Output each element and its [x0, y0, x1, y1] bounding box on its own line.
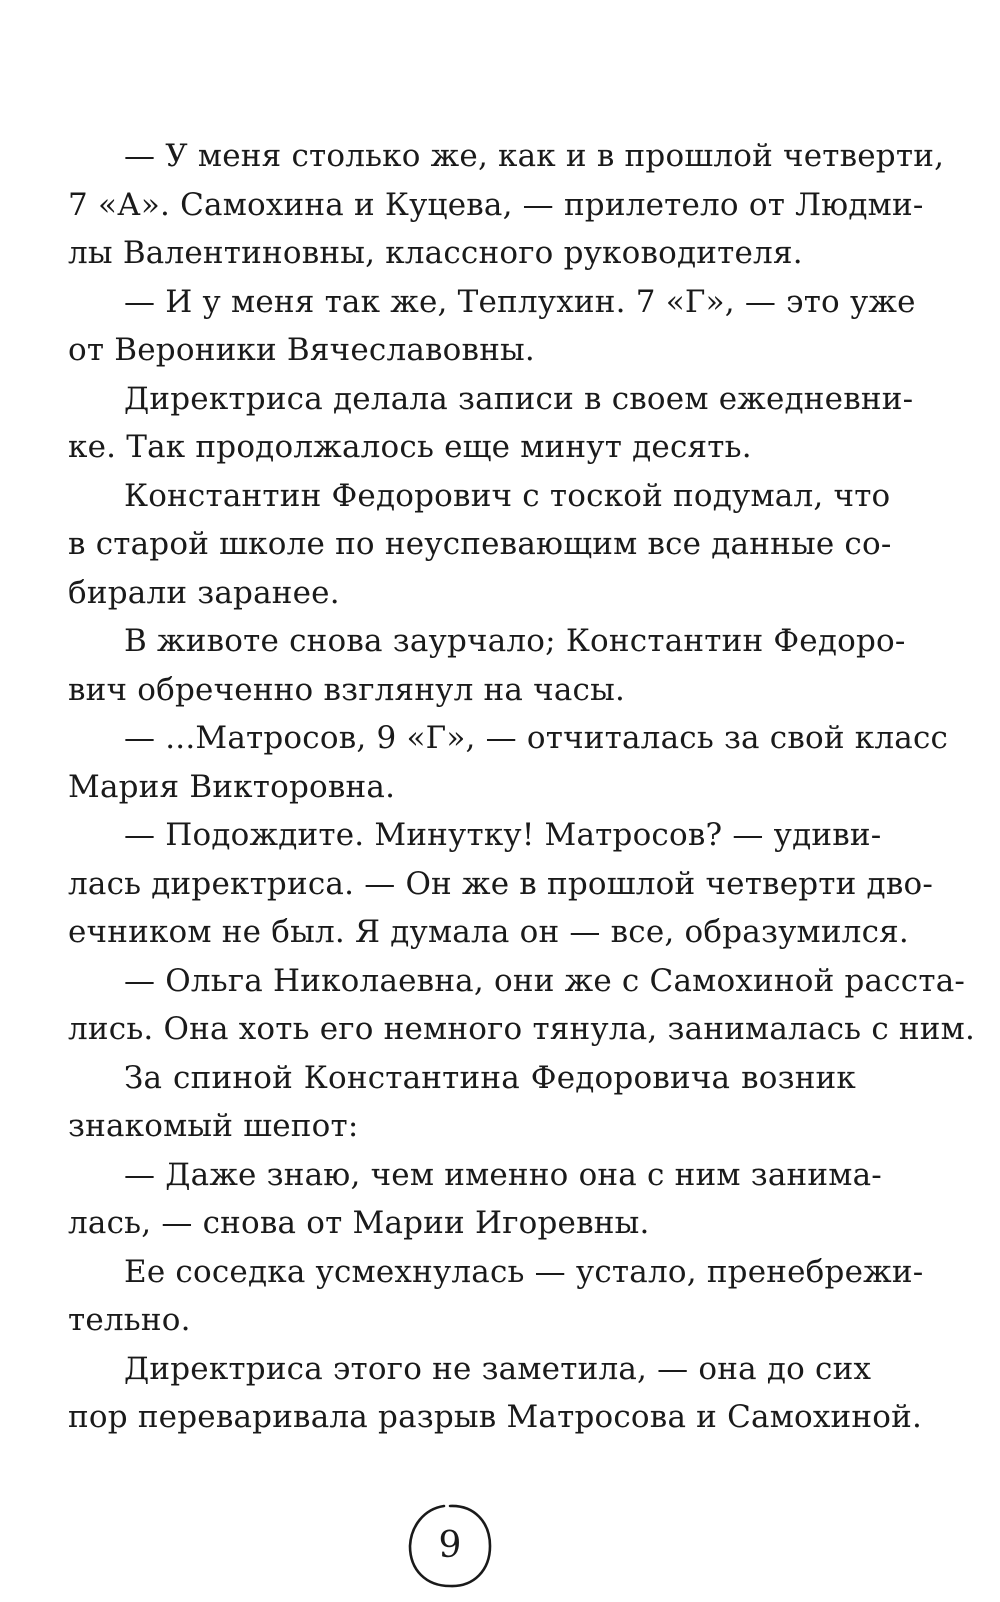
text-line: пор переваривала разрыв Матросова и Самохиной. — [68, 1399, 923, 1435]
text-line: — У меня столько же, как и в прошлой четверти, — [124, 138, 945, 174]
text-line: В животе снова заурчало; Константин Федоро- — [124, 623, 906, 659]
text-line: Мария Викторовна. — [68, 768, 396, 805]
paragraph — [68, 1151, 882, 1248]
paragraph — [68, 1054, 856, 1151]
text-line: бирали заранее. — [68, 574, 340, 611]
paragraph — [68, 132, 945, 278]
text-line: Директриса этого не заметила, — она до сих — [124, 1350, 872, 1387]
text-line: тельно. — [68, 1302, 191, 1338]
text-line: в старой школе по неуспевающим все данные со- — [68, 526, 892, 562]
page-number — [404, 1500, 496, 1592]
text-line: ечником не был. Я думала он — все, образумился. — [68, 914, 909, 950]
text-line: Ее соседка усмехнулась — устало, пренебрежи- — [124, 1253, 924, 1290]
page-number-label: 9 — [438, 1525, 462, 1566]
text-line: 7 «А». Самохина и Куцева, — прилетело от Людми- — [68, 186, 924, 223]
paragraph — [68, 375, 914, 472]
text-line: лась, — снова от Марии Игоревны. — [68, 1205, 650, 1241]
text-line: лы Валентиновны, классного руководителя. — [68, 235, 803, 271]
paragraph — [68, 957, 976, 1054]
text-line: — Ольга Николаевна, они же с Самохиной расста- — [124, 962, 966, 999]
paragraph — [68, 1248, 924, 1345]
paragraph — [68, 617, 906, 714]
text-line: от Вероники Вячеславовны. — [68, 332, 535, 368]
paragraph — [68, 278, 916, 375]
text-line: — Подождите. Минутку! Матросов? — удиви- — [124, 817, 882, 853]
text-line: вич обреченно взглянул на часы. — [68, 671, 626, 708]
text-line: ке. Так продолжалось еще минут десять. — [68, 429, 752, 465]
text-line: лись. Она хоть его немного тянула, занималась с ним. — [68, 1011, 976, 1047]
paragraph — [68, 1345, 923, 1442]
paragraph — [68, 714, 949, 811]
text-line: За спиной Константина Федоровича возник — [124, 1059, 856, 1096]
page-text — [68, 132, 976, 1442]
text-line: Директриса делала записи в своем ежедневни- — [124, 380, 914, 417]
paragraph — [68, 811, 934, 957]
text-line: — Даже знаю, чем именно она с ним занима- — [124, 1156, 882, 1193]
text-line: знакомый шепот: — [68, 1108, 359, 1144]
text-line: лась директриса. — Он же в прошлой четверти дво- — [68, 865, 934, 902]
text-line: Константин Федорович с тоской подумал, что — [124, 477, 891, 514]
text-line: — И у меня так же, Теплухин. 7 «Г», — это уже — [124, 283, 916, 320]
text-line: — ...Матросов, 9 «Г», — отчиталась за свой класс — [124, 720, 949, 756]
paragraph — [68, 472, 892, 618]
